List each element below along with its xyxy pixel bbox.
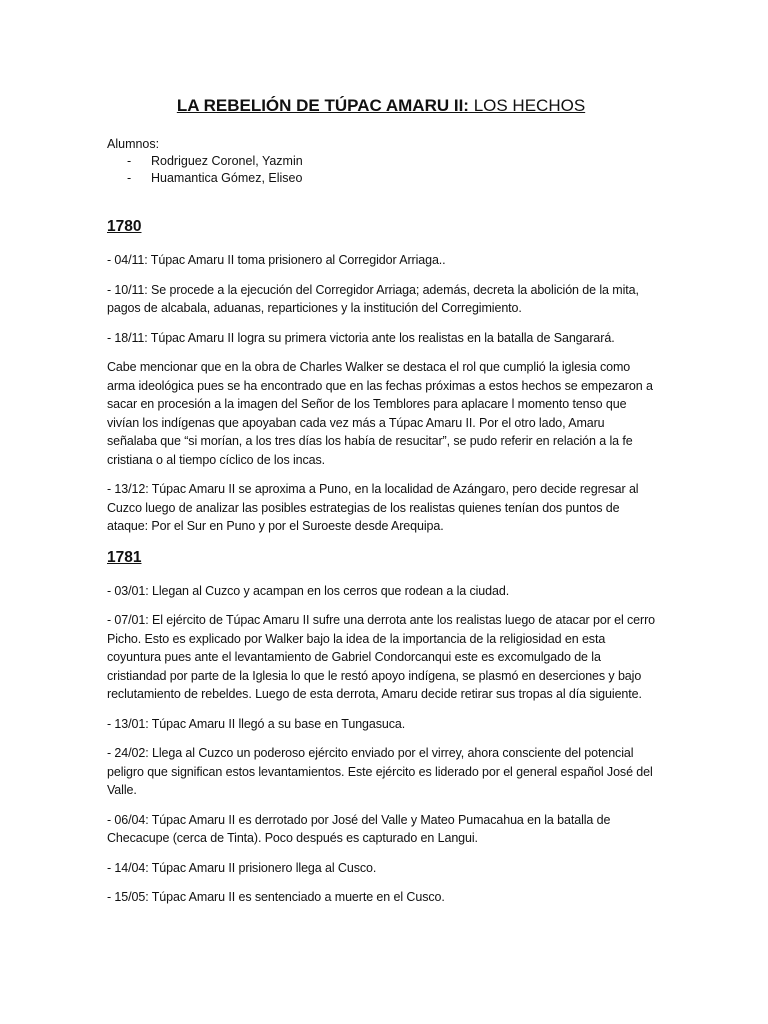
event-paragraph: - 07/01: El ejército de Túpac Amaru II sufre una derrota ante los realistas luego de atacar por el cerro Picho. Esto es explicado por Walker bajo la idea de la importancia de la religiosidad en esta coyuntura pues ante el levantamiento de Gabriel Condorcanqui este es excomulgado de la cristiandad por parte de la Iglesia lo que le restó apoyo indígena, se plasmó en deserciones y bajo reclutamiento de rebeldes. Luego de esta derrota, Amaru decide retirar sus tropas al día siguiente. bbox=[107, 613, 656, 701]
event-paragraph: - 24/02: Llega al Cuzco un poderoso ejército enviado por el virrey, ahora consciente del potencial peligro que significan estos levantamientos. Este ejército es liderado por el general español José del Valle. bbox=[107, 746, 653, 797]
title-bold-part: LA REBELIÓN DE TÚPAC AMARU II: bbox=[176, 96, 469, 115]
student-item: - Rodriguez Coronel, Yazmin bbox=[127, 154, 303, 168]
event-paragraph: - 14/04: Túpac Amaru II prisionero llega al Cusco. bbox=[107, 860, 377, 875]
students-label: Alumnos: bbox=[107, 137, 160, 151]
event-paragraph: - 13/01: Túpac Amaru II llegó a su base en Tungasuca. bbox=[107, 716, 406, 731]
student-name: Rodriguez Coronel, Yazmin bbox=[151, 154, 303, 168]
year-heading: 1780 bbox=[107, 218, 142, 235]
year-heading: 1781 bbox=[107, 548, 142, 566]
event-paragraph: - 13/12: Túpac Amaru II se aproxima a Puno, en la localidad de Azángaro, pero decide regresar al Cuzco luego de analizar las posibles estrategias de los realistas quienes tenían dos puntos de ataque: Por el Sur en Puno y por el Suroeste desde Arequipa. bbox=[107, 482, 639, 533]
event-paragraph: - 18/11: Túpac Amaru II logra su primera victoria ante los realistas en la batalla de Sangarará. bbox=[107, 330, 615, 345]
document-page bbox=[107, 94, 655, 918]
event-paragraph: - 10/11: Se procede a la ejecución del Corregidor Arriaga; además, decreta la abolición de la mita, pagos de alcabala, aduanas, reparticiones y la institución del Corregimiento. bbox=[107, 282, 639, 315]
event-paragraph: - 03/01: Llegan al Cuzco y acampan en los cerros que rodean a la ciudad. bbox=[107, 583, 510, 598]
event-paragraph: - 04/11: Túpac Amaru II toma prisionero al Corregidor Arriaga.. bbox=[107, 253, 446, 267]
event-paragraph: - 06/04: Túpac Amaru II es derrotado por José del Valle y Mateo Pumacahua en la batalla de Checacupe (cerca de Tinta). Poco después es capturado en Langui. bbox=[107, 812, 611, 845]
students-list bbox=[127, 153, 655, 187]
commentary-paragraph: Cabe mencionar que en la obra de Charles Walker se destaca el rol que cumplió la iglesia como arma ideológica pues se ha encontrado que en las fechas próximas a estos hechos se empezaron a sacar en procesión a la imagen del Señor de los Temblores para aplacare l momento tenso que vivían los indígenas que apoyaban cada vez más a Túpac Amaru II. Por el otro lado, Amaru señalaba que “si morían, a los tres días los había de resucitar”, se pudo referir en relación a la fe cristiana o al tiempo cíclico de los incas. bbox=[107, 360, 653, 467]
section-1781 bbox=[107, 548, 655, 907]
document-title bbox=[107, 94, 655, 118]
student-item: - Huamantica Gómez, Eliseo bbox=[127, 171, 303, 185]
section-1780 bbox=[107, 217, 655, 536]
event-paragraph: - 15/05: Túpac Amaru II es sentenciado a muerte en el Cusco. bbox=[107, 890, 445, 904]
student-name: Huamantica Gómez, Eliseo bbox=[151, 171, 303, 185]
title-normal-part: LOS HECHOS bbox=[468, 96, 586, 115]
